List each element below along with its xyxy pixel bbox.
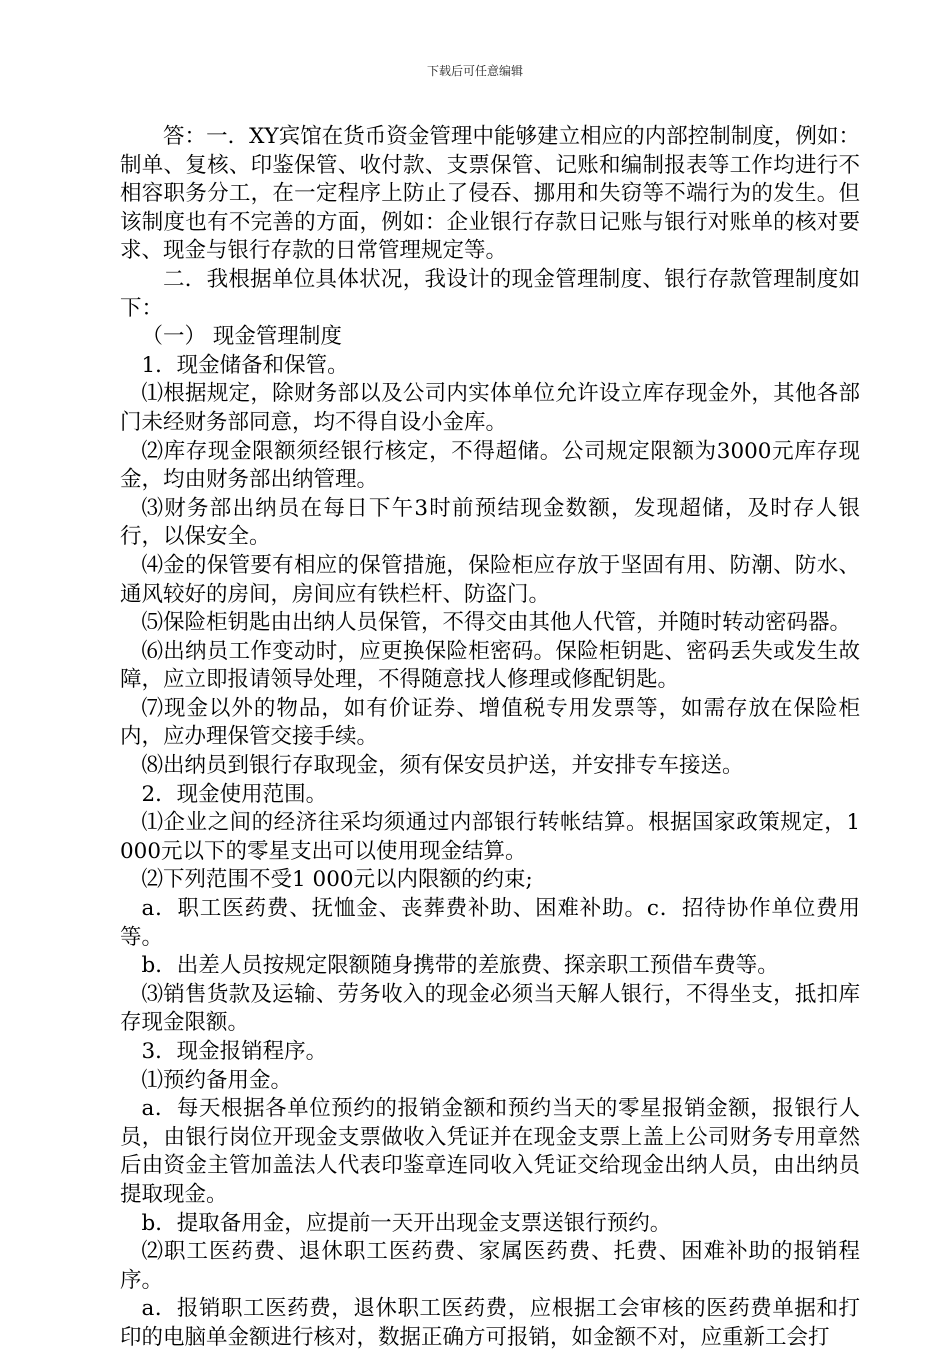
heading-cash-management: （一） 现金管理制度 <box>141 324 342 350</box>
paragraph-reimb-1: ⑴预约备用金。 <box>141 1067 293 1093</box>
paragraph-reimb-2a: a．报销职工医药费，退休职工医药费，应根据工会审核的医药费单据和打印的电脑单金额进行核对，数据正确方可报销，如金额不对，应重新工会打 <box>120 1296 860 1350</box>
paragraph-item-2: ⑵库存现金限额须经银行核定，不得超储。公司规定限额为3000元库存现金，均由财务部出纳管理。 <box>120 438 860 493</box>
paragraph-usage-2: ⑵下列范围不受1 000元以内限额的约束; <box>141 867 533 893</box>
document-body <box>120 123 860 1353</box>
paragraph-item-6: ⑹出纳员工作变动时，应更换保险柜密码。保险柜钥匙、密码丢失或发生故障，应立即报请领导处理，不得随意找人修理或修配钥匙。 <box>120 638 860 693</box>
page-header: 下载后可任意编辑 <box>426 64 523 78</box>
paragraph-item-3: ⑶财务部出纳员在每日下午3时前预结现金数额，发现超储，及时存人银行，以保安全。 <box>120 495 860 550</box>
paragraph-item-1: ⑴根据规定，除财务部以及公司内实体单位允许设立库存现金外，其他各部门未经财务部同意，均不得自设小金库。 <box>120 381 860 435</box>
paragraph-item-8: ⑻出纳员到银行存取现金，须有保安员护送，并安排专车接送。 <box>141 753 744 779</box>
paragraph-item-7: ⑺现金以外的物品，如有价证券、增值税专用发票等，如需存放在保险柜内，应办理保管交接手续。 <box>120 695 860 750</box>
heading-cash-reserve: 1．现金储备和保管。 <box>141 352 349 378</box>
paragraph-reimb-1b: b．提取备用金，应提前一天开出现金支票送银行预约。 <box>141 1210 672 1236</box>
paragraph-reimb-1a: a．每天根据各单位预约的报销金额和预约当天的零星报销金额，报银行人员，由银行岗位开现金支票做收入凭证并在现金支票上盖上公司财务专用章然后由资金主管加盖法人代表印鉴章连同收入凭证交给现金出纳人员，由出纳员提取现金。 <box>120 1096 860 1207</box>
paragraph-section-two: 二．我根据单位具体状况，我设计的现金管理制度、银行存款管理制度如下： <box>120 266 860 321</box>
paragraph-usage-b: b．出差人员按规定限额随身携带的差旅费、探亲职工预借车费等。 <box>141 953 779 979</box>
paragraph-reimb-2: ⑵职工医药费、退休职工医药费、家属医药费、托费、困难补助的报销程序。 <box>120 1239 860 1293</box>
heading-cash-usage: 2．现金使用范围。 <box>141 781 328 807</box>
paragraph-answer-intro: 答：一．XY宾馆在货币资金管理中能够建立相应的内部控制制度，例如：制单、复核、印鉴保管、收付款、支票保管、记账和编制报表等工作均进行不相容职务分工，在一定程序上防止了侵吞、挪用和失窃等不端行为的发生。但该制度也有不完善的方面，例如：企业银行存款日记账与银行对账单的核对要求、现金与银行存款的日常管理规定等。 <box>120 124 860 264</box>
heading-reimbursement: 3．现金报销程序。 <box>141 1039 328 1064</box>
paragraph-usage-1: ⑴企业之间的经济往采均须通过内部银行转帐结算。根据国家政策规定，1 000元以下的零星支出可以使用现金结算。 <box>120 810 860 864</box>
paragraph-usage-3: ⑶销售货款及运输、劳务收入的现金必须当天解人银行，不得坐支，抵扣库存现金限额。 <box>120 981 860 1036</box>
paragraph-item-5: ⑸保险柜钥匙由出纳人员保管，不得交由其他人代管，并随时转动密码器。 <box>141 610 852 636</box>
paragraph-usage-a: a．职工医药费、抚恤金、丧葬费补助、困难补助。c．招待协作单位费用等。 <box>120 896 860 950</box>
paragraph-item-4: ⑷金的保管要有相应的保管措施，保险柜应存放于坚固有用、防潮、防水、通风较好的房间，房间应有铁栏杆、防盗门。 <box>120 552 860 607</box>
